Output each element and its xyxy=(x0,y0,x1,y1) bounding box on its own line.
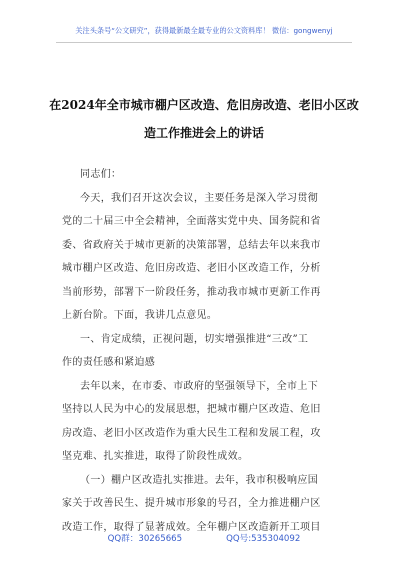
body-line: 家关于改善民生、提升城市形象的号召，全力推进棚户区 xyxy=(62,498,321,509)
body-line: 坚克难、扎实推进，取得了阶段性成效。 xyxy=(62,451,249,462)
body-line: 城市棚户区改造、危旧房改造、老旧小区改造工作，分析 xyxy=(62,263,321,274)
footer xyxy=(0,532,408,544)
section-heading: 一、肯定成绩，正视问题，切实增强推进“三改”工 xyxy=(80,334,309,345)
footer-qq-group: QQ群：30265665 xyxy=(107,534,183,544)
body-line: 党的二十届三中全会精神，全面落实党中央、国务院和省 xyxy=(62,216,321,227)
body-line: 委、省政府关于城市更新的决策部署，总结去年以来我市 xyxy=(62,240,321,251)
document-title-line-1: 在2024年全市城市棚户区改造、危旧房改造、老旧小区改 xyxy=(49,98,359,112)
footer-qq-number: QQ号:535304092 xyxy=(226,534,301,544)
header-note: 关注头条号“公文研究”，获得最新最全最专业的公文资料库！ 微信：gongwenyj xyxy=(75,26,333,35)
body-line: 改造工作，取得了显著成效。全年棚户区改造新开工项目 xyxy=(62,522,321,533)
header-divider xyxy=(56,42,352,43)
section-heading: 作的责任感和紧迫感 xyxy=(62,357,156,368)
body-line: 坚持以人民为中心的发展思想，把城市棚户区改造、危旧 xyxy=(62,404,321,415)
document-title-line-2: 造工作推进会上的讲话 xyxy=(143,126,264,140)
body-line: 上新台阶。下面，我讲几点意见。 xyxy=(62,310,218,321)
subsection-heading: （一）棚户区改造扎实推进。去年，我市积极响应国 xyxy=(80,475,319,486)
body-line: 今天，我们召开这次会议，主要任务是深入学习贯彻 xyxy=(80,193,319,204)
body-line: 房改造、老旧小区改造作为重大民生工程和发展工程，攻 xyxy=(62,428,321,439)
body-line: 去年以来，在市委、市政府的坚强领导下，全市上下 xyxy=(80,381,319,392)
salutation: 同志们： xyxy=(80,169,122,180)
body-line: 当前形势，部署下一阶段任务，推动我市城市更新工作再 xyxy=(62,287,321,298)
